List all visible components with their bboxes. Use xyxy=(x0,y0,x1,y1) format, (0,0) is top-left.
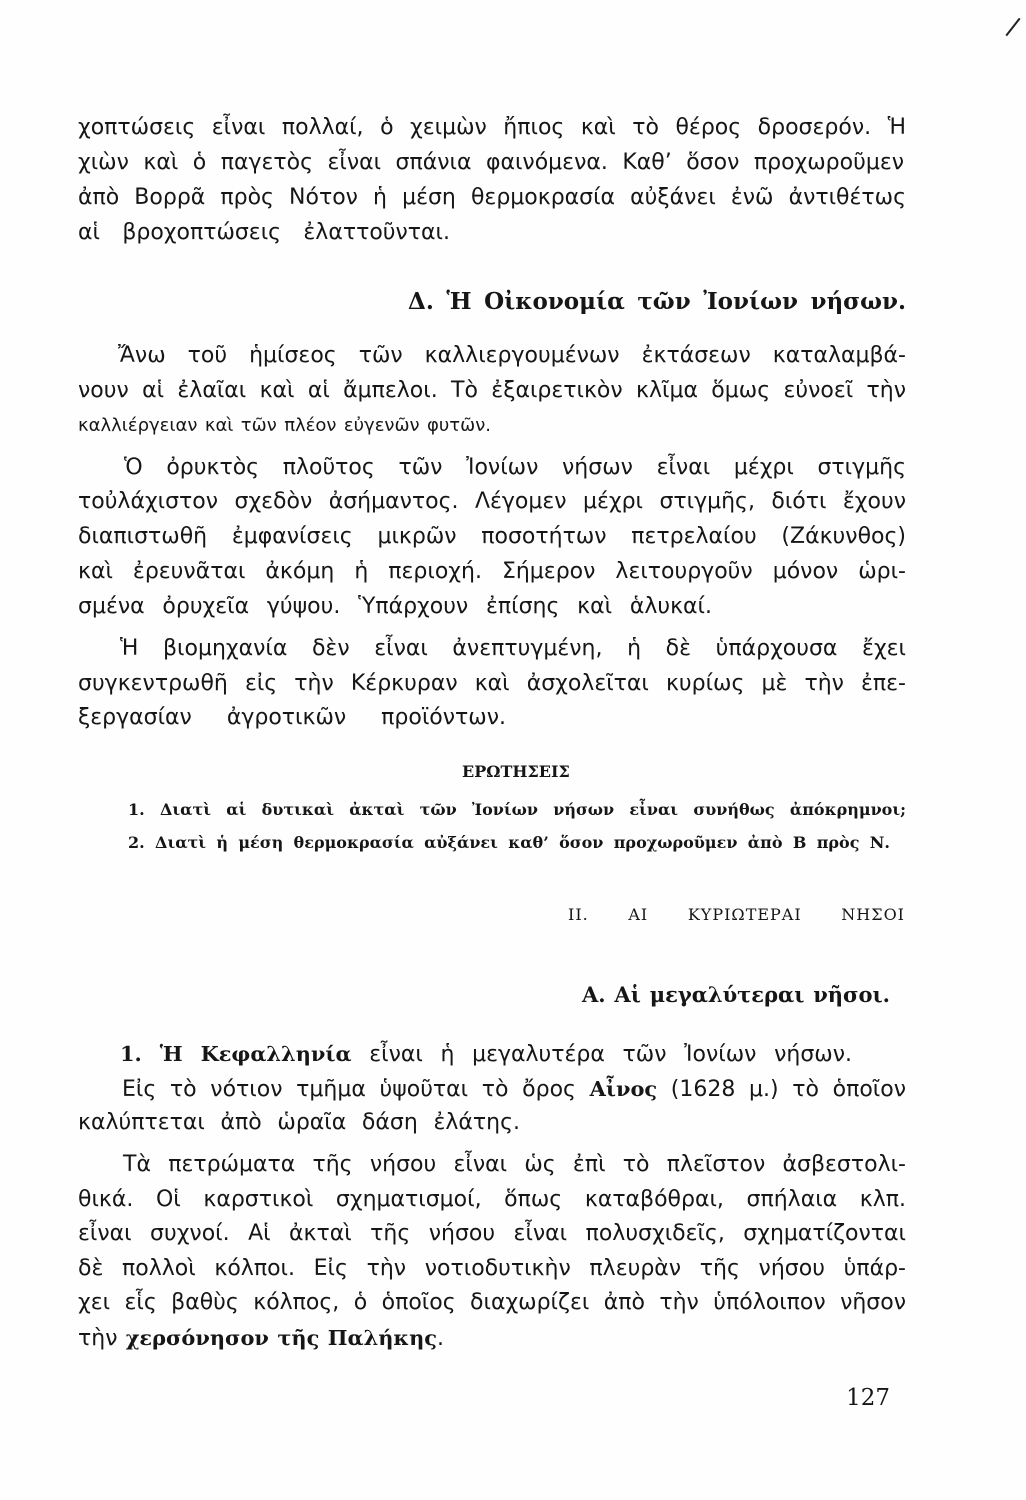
paragraph-line: χει εἷς βαθὺς κόλπος, ὁ ὁποῖος διαχωρίζει ἀπὸ τὴν ὑπόλοιπον νῆσον xyxy=(78,1290,906,1315)
section-heading: Δ. Ἡ Οἰκονομία τῶν Ἰονίων νήσων. xyxy=(408,288,906,315)
text-run: εἶναι ἡ μεγαλυτέρα τῶν Ἰονίων νήσων. xyxy=(351,1042,852,1067)
text-run: . xyxy=(437,1326,444,1351)
bold-term: 1. Ἡ Κεφαλληνία xyxy=(120,1041,352,1066)
paragraph-line: ξεργασίαν ἀγροτικῶν προϊόντων. xyxy=(78,705,506,730)
paragraph-line: συγκεντρωθῆ εἰς τὴν Κέρκυραν καὶ ἀσχολεῖται κυρίως μὲ τὴν ἐπε- xyxy=(78,671,906,696)
text-run: τὴν xyxy=(78,1326,126,1351)
paragraph-line: χιὼν καὶ ὁ παγετὸς εἶναι σπάνια φαινόμενα. Καθ’ ὅσον προχωροῦμεν xyxy=(78,150,904,175)
paragraph-line: διαπιστωθῆ ἐμφανίσεις μικρῶν ποσοτήτων πετρελαίου (Ζάκυνθος) xyxy=(78,524,906,549)
text-run: Εἰς τὸ νότιον τμῆμα ὑψοῦται τὸ ὄρος xyxy=(122,1077,590,1102)
paragraph-line: Ἄνω τοῦ ἡμίσεος τῶν καλλιεργουμένων ἐκτάσεων καταλαμβά- xyxy=(118,343,906,368)
paragraph-line: τοὐλάχιστον σχεδὸν ἀσήμαντος. Λέγομεν μέχρι στιγμῆς, διότι ἔχουν xyxy=(78,489,906,514)
paragraph-line: καλλιέργειαν καὶ τῶν πλέον εὐγενῶν φυτῶν. xyxy=(78,415,491,436)
questions-title: ΕΡΩΤΗΣΕΙΣ xyxy=(462,762,570,781)
paragraph-line xyxy=(122,1074,906,1105)
bold-term: χερσόνησον τῆς Παλήκης xyxy=(125,1325,437,1350)
paragraph-line: Ὁ ὀρυκτὸς πλοῦτος τῶν Ἰονίων νήσων εἶναι μέχρι στιγμῆς xyxy=(124,455,906,480)
paragraph-line: Τὰ πετρώματα τῆς νήσου εἶναι ὡς ἐπὶ τὸ πλεῖστον ἀσβεστολι- xyxy=(123,1152,906,1177)
text-run: (1628 μ.) τὸ ὁποῖον xyxy=(657,1077,906,1102)
paragraph-line: καλύπτεται ἀπὸ ὡραῖα δάση ἐλάτης. xyxy=(78,1110,520,1135)
page-number: 127 xyxy=(846,1385,890,1411)
paragraph-line: καὶ ἐρευνᾶται ἀκόμη ἡ περιοχή. Σήμερον λειτουργοῦν μόνον ὡρι- xyxy=(78,559,906,584)
paragraph-line xyxy=(78,1323,444,1354)
bold-term: Αἶνος xyxy=(589,1076,658,1101)
chapter-heading: II. ΑΙ ΚΥΡΙΩΤΕΡΑΙ ΝΗΣΟΙ xyxy=(568,905,905,924)
paragraph-line: αἱ βροχοπτώσεις ἐλαττοῦνται. xyxy=(78,220,450,245)
paragraph-line: νουν αἱ ἐλαῖαι καὶ αἱ ἄμπελοι. Τὸ ἐξαιρετικὸν κλῖμα ὅμως εὐνοεῖ τὴν xyxy=(78,378,906,403)
question-item: 1. Διατὶ αἱ δυτικαὶ ἀκταὶ τῶν Ἰονίων νήσων εἶναι συνήθως ἀπόκρημνοι; xyxy=(128,800,906,819)
paragraph-line: ἀπὸ Βορρᾶ πρὸς Νότον ἡ μέση θερμοκρασία αὐξάνει ἐνῶ ἀντιθέτως xyxy=(78,185,906,210)
paragraph-line: εἶναι συχνοί. Αἱ ἀκταὶ τῆς νήσου εἶναι πολυσχιδεῖς, σχηματίζονται xyxy=(78,1221,906,1246)
paragraph-line: σμένα ὀρυχεῖα γύψου. Ὑπάρχουν ἐπίσης καὶ ἁλυκαί. xyxy=(78,594,712,619)
paragraph-line xyxy=(120,1039,852,1070)
subsection-heading: Α. Αἱ μεγαλύτεραι νῆσοι. xyxy=(582,982,890,1007)
question-item: 2. Διατὶ ἡ μέση θερμοκρασία αὐξάνει καθ’ ὅσον προχωροῦμεν ἀπὸ Β πρὸς Ν. xyxy=(128,833,890,852)
paragraph-line: χοπτώσεις εἶναι πολλαί, ὁ χειμὼν ἤπιος καὶ τὸ θέρος δροσερόν. Ἡ xyxy=(78,115,906,140)
scan-mark xyxy=(1005,18,1020,37)
paragraph-line: θικά. Οἱ καρστικοὶ σχηματισμοί, ὅπως καταβόθραι, σπήλαια κλπ. xyxy=(78,1187,906,1212)
paragraph-line: δὲ πολλοὶ κόλποι. Εἰς τὴν νοτιοδυτικὴν πλευρὰν τῆς νήσου ὑπάρ- xyxy=(78,1256,906,1281)
paragraph-line: Ἡ βιομηχανία δὲν εἶναι ἀνεπτυγμένη, ἡ δὲ ὑπάρχουσα ἔχει xyxy=(120,636,906,661)
